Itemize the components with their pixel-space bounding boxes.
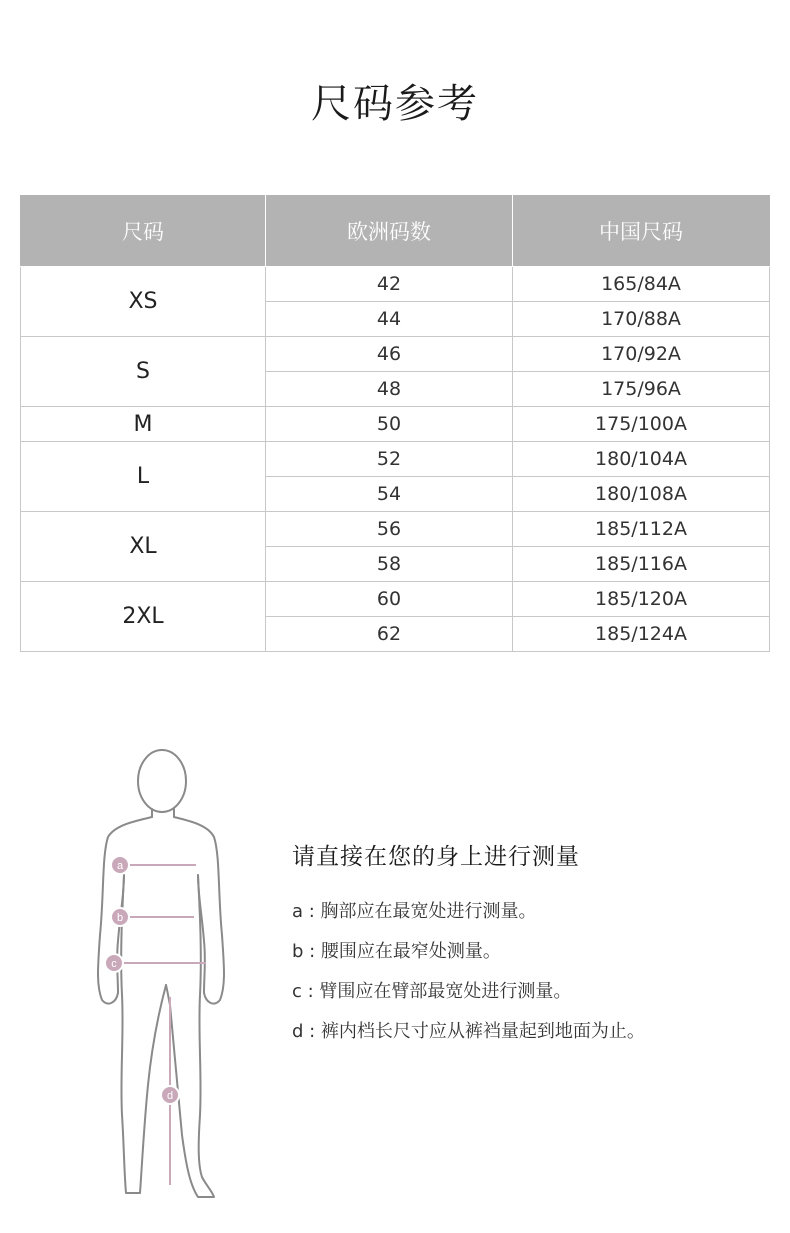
guide-heading: 请直接在您的身上进行测量 (292, 844, 580, 870)
table-row (21, 582, 770, 617)
eu-size: 48 (266, 372, 513, 407)
table-row (21, 512, 770, 547)
size-label: XL (21, 512, 266, 582)
eu-size: 42 (266, 267, 513, 302)
measure-markers (105, 856, 179, 1104)
guide-item-c: c : 臂围应在臂部最宽处进行测量。 (292, 981, 572, 1002)
cn-size: 170/88A (513, 302, 770, 337)
eu-size: 52 (266, 442, 513, 477)
eu-size: 58 (266, 547, 513, 582)
header-size: 尺码 (21, 196, 266, 267)
table-header-row (21, 196, 770, 267)
marker-a (111, 856, 129, 874)
cn-size: 165/84A (513, 267, 770, 302)
eu-size: 44 (266, 302, 513, 337)
eu-size: 46 (266, 337, 513, 372)
eu-size: 56 (266, 512, 513, 547)
svg-text:d: d (166, 1090, 174, 1102)
cn-size: 185/124A (513, 617, 770, 652)
table-row (21, 267, 770, 302)
eu-size: 62 (266, 617, 513, 652)
header-eu-size: 欧洲码数 (266, 196, 513, 267)
header-cn-size: 中国尺码 (513, 196, 770, 267)
size-label: S (21, 337, 266, 407)
guide-item-d: d : 裤内档长尺寸应从裤裆量起到地面为止。 (292, 1021, 645, 1042)
body-outline (98, 750, 224, 1197)
size-label: M (21, 407, 266, 442)
size-chart-table (20, 195, 770, 652)
eu-size: 50 (266, 407, 513, 442)
guide-item-b: b : 腰围应在最窄处测量。 (292, 941, 501, 962)
marker-b (111, 908, 129, 926)
size-label: XS (21, 267, 266, 337)
cn-size: 170/92A (513, 337, 770, 372)
size-label: 2XL (21, 582, 266, 652)
cn-size: 180/108A (513, 477, 770, 512)
cn-size: 185/112A (513, 512, 770, 547)
eu-size: 60 (266, 582, 513, 617)
table-row (21, 407, 770, 442)
svg-text:b: b (116, 912, 124, 924)
table-row (21, 337, 770, 372)
measurement-guide (292, 838, 772, 1061)
cn-size: 175/96A (513, 372, 770, 407)
cn-size: 185/120A (513, 582, 770, 617)
table-row (21, 442, 770, 477)
cn-size: 180/104A (513, 442, 770, 477)
marker-c (105, 954, 123, 972)
body-measurement-figure (90, 745, 230, 1205)
svg-text:c: c (111, 958, 117, 970)
size-label: L (21, 442, 266, 512)
guide-item-a: a : 胸部应在最宽处进行测量。 (292, 901, 537, 922)
marker-d (161, 1086, 179, 1104)
page-title: 尺码参考 (311, 81, 479, 127)
cn-size: 175/100A (513, 407, 770, 442)
eu-size: 54 (266, 477, 513, 512)
cn-size: 185/116A (513, 547, 770, 582)
svg-text:a: a (116, 860, 124, 872)
